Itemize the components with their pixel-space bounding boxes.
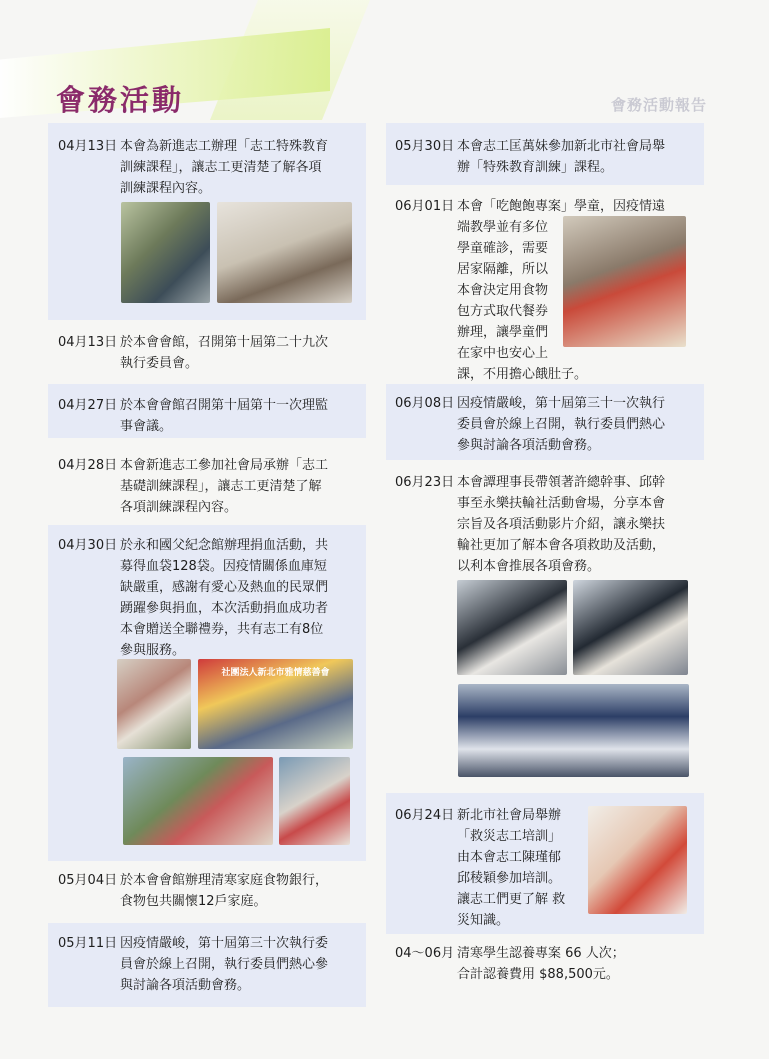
blood-drive-photo xyxy=(198,659,353,749)
activity-entry xyxy=(58,870,358,912)
entry-text: 於本會會館召開第十屆第十一次理監 事會議。 xyxy=(120,398,329,434)
activity-entry xyxy=(395,393,695,456)
entry-text: 清寒學生認養專案 66 人次； 合計認養費用 $88,500元。 xyxy=(457,946,625,982)
entry-date: 04月28日 xyxy=(58,458,118,473)
activity-entry xyxy=(58,395,358,437)
food-package-photo xyxy=(563,216,686,347)
entry-text: 因疫情嚴峻，第十屆第三十次執行委 員會於線上召開，執行委員們熱心參 與討論各項活動會務。 xyxy=(120,936,329,993)
training-photo xyxy=(121,202,210,303)
entry-text: 本會志工匡萬妹參加新北市社會局舉 辦「特殊教育訓練」課程。 xyxy=(457,139,666,175)
activity-entry xyxy=(58,136,358,199)
activity-entry xyxy=(395,136,695,178)
blood-drive-photo xyxy=(117,659,191,749)
blood-drive-photo xyxy=(279,757,350,845)
entry-text: 本會「吃飽飽專案」學童，因疫情遠 端教學並有多位 學童確診，需要 居家隔離，所以 本會決定用食物 包方式取代餐券 辦理，讓學童們 在家中也安心上 課，不用擔心餓肚子。 xyxy=(457,199,666,382)
entry-date: 04月27日 xyxy=(58,398,118,413)
entry-date: 06月24日 xyxy=(395,808,455,823)
entry-text: 於本會會館，召開第十屆第二十九次 執行委員會。 xyxy=(120,335,329,371)
entry-text: 於本會會館辦理清寒家庭食物銀行， 食物包共關懷12戶家庭。 xyxy=(120,873,329,909)
rotary-photo xyxy=(573,580,688,675)
banner-text: 社團法人新北市雅情慈善會 xyxy=(221,668,330,678)
page-subtitle: 會務活動報告 xyxy=(610,96,707,114)
training-photo xyxy=(217,202,352,303)
rotary-meeting-photo xyxy=(458,684,689,777)
entry-text: 本會新進志工參加社會局承辦「志工 基礎訓練課程」，讓志工更清楚了解 各項訓練課程內容。 xyxy=(120,458,329,515)
entry-date: 04月13日 xyxy=(58,139,118,154)
entry-text: 本會為新進志工辦理「志工特殊教育 訓練課程」，讓志工更清楚了解各項 訓練課程內容。 xyxy=(120,139,329,196)
entry-text: 本會譚理事長帶領著許總幹事、邱幹 事至永樂扶輪社活動會場，分享本會 宗旨及各項活動影片介紹，讓永樂扶 輪社更加了解本會各項救助及活動， 以利本會推展各項會務。 xyxy=(457,475,666,574)
entry-date: 04月13日 xyxy=(58,335,118,350)
entry-text: 新北市社會局舉辦 「救災志工培訓」 由本會志工陳瑾郁 邱稜穎參加培訓。 讓志工們更了解 救 災知識。 xyxy=(457,808,566,928)
entry-date: 05月11日 xyxy=(58,936,118,951)
entry-date: 05月30日 xyxy=(395,139,455,154)
training-selfie-photo xyxy=(588,806,687,914)
page-title: 會務活動 xyxy=(56,83,185,117)
activity-entry xyxy=(58,455,358,518)
entry-date: 06月01日 xyxy=(395,199,455,214)
entry-date: 04月30日 xyxy=(58,538,118,553)
activity-entry xyxy=(395,943,695,985)
entry-date: 04～06月 xyxy=(395,946,455,961)
activity-entry xyxy=(58,535,358,661)
activity-entry xyxy=(395,472,695,577)
activity-entry xyxy=(58,332,358,374)
entry-date: 05月04日 xyxy=(58,873,118,888)
rotary-photo xyxy=(457,580,567,675)
entry-text: 因疫情嚴峻，第十屆第三十一次執行 委員會於線上召開，執行委員們熱心 參與討論各項活動會務。 xyxy=(457,396,666,453)
blood-drive-photo xyxy=(123,757,273,845)
entry-date: 06月08日 xyxy=(395,396,455,411)
activity-entry xyxy=(58,933,358,996)
entry-text: 於永和國父紀念館辦理捐血活動，共 募得血袋128袋。因疫情關係血庫短 缺嚴重，感謝有愛心及熱血的民眾們 踴躍參與捐血，本次活動捐血成功者 本會贈送全聯禮券，共有志工有8位 參與服務。 xyxy=(120,538,329,658)
entry-date: 06月23日 xyxy=(395,475,455,490)
